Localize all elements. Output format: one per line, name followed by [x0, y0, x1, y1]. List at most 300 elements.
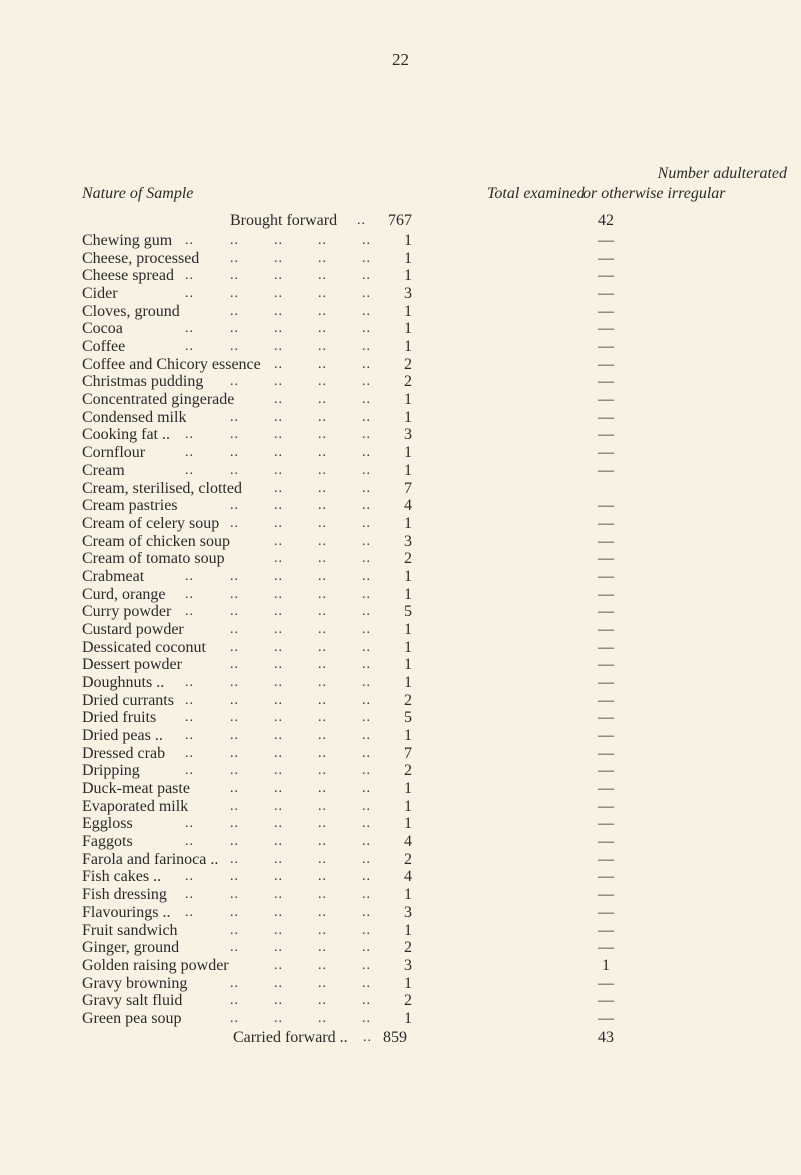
- table-row: [0, 692, 801, 710]
- total-examined: 1: [404, 674, 412, 691]
- leader-dots: ..: [230, 940, 239, 956]
- leader-dots: ..: [230, 250, 239, 266]
- leader-dots: ..: [274, 250, 283, 266]
- leader-dots: ..: [274, 409, 283, 425]
- leader-dots: ..: [230, 445, 239, 461]
- total-examined: 3: [404, 903, 412, 921]
- total-examined: 4: [404, 868, 412, 886]
- number-adulterated: —: [598, 620, 614, 638]
- leader-dots: ..: [185, 321, 194, 337]
- number-adulterated: —: [598, 744, 614, 762]
- leader-dots: ..: [230, 374, 239, 390]
- leader-dots: ..: [318, 957, 327, 973]
- leader-dots: ..: [230, 462, 239, 478]
- sample-name: Dried peas ..: [82, 727, 163, 745]
- leader-dots: ..: [185, 869, 194, 885]
- leader-dots: ..: [274, 586, 283, 602]
- leader-dots: ..: [318, 728, 327, 744]
- sample-name: Dripping: [82, 762, 140, 780]
- total-examined: 1: [404, 391, 412, 409]
- leader-dots: ..: [274, 763, 283, 779]
- leader-dots: ..: [362, 533, 371, 549]
- total-examined: 1: [404, 797, 412, 815]
- leader-dots: ..: [230, 268, 239, 284]
- leader-dots: ..: [230, 321, 239, 337]
- table-row: [0, 1010, 801, 1028]
- number-adulterated: —: [598, 444, 614, 462]
- table-row: [0, 444, 801, 462]
- total-examined: 1: [404, 249, 412, 267]
- leader-dots: ..: [274, 639, 283, 655]
- brought-forward-label: Brought forward: [230, 212, 338, 229]
- leader-dots: ..: [318, 1010, 327, 1026]
- leader-dots: ..: [274, 480, 283, 496]
- leader-dots: ..: [230, 904, 239, 920]
- leader-dots: ..: [230, 887, 239, 903]
- leader-dots: ..: [230, 657, 239, 673]
- total-examined: 4: [404, 833, 412, 851]
- number-adulterated: —: [598, 903, 614, 921]
- leader-dots: ..: [274, 551, 283, 567]
- leader-dots: ..: [274, 869, 283, 885]
- number-adulterated: —: [598, 656, 614, 674]
- sample-name: Coffee: [82, 338, 126, 356]
- leader-dots: ..: [274, 427, 283, 443]
- leader-dots: ..: [185, 887, 194, 903]
- leader-dots: ..: [185, 834, 194, 850]
- leader-dots: ..: [318, 533, 327, 549]
- number-adulterated: —: [598, 320, 614, 338]
- table-row: [0, 674, 801, 692]
- leader-dots: ..: [362, 993, 371, 1009]
- leader-dots: ..: [318, 975, 327, 991]
- table-row: [0, 709, 801, 727]
- sample-name: Coffee and Chicory essence: [82, 355, 261, 373]
- leader-dots: ..: [274, 692, 283, 708]
- number-adulterated: —: [598, 355, 614, 373]
- leader-dots: ..: [362, 604, 371, 620]
- leader-dots: ..: [362, 692, 371, 708]
- leader-dots: ..: [274, 993, 283, 1009]
- leader-dots: ..: [362, 710, 371, 726]
- total-examined: 2: [404, 355, 412, 373]
- number-adulterated: —: [598, 850, 614, 868]
- leader-dots: ..: [274, 887, 283, 903]
- leader-dots: ..: [230, 975, 239, 991]
- total-examined: 2: [404, 550, 412, 568]
- leader-dots: ..: [362, 515, 371, 531]
- table-row: [0, 656, 801, 674]
- total-examined: 1: [404, 567, 412, 585]
- leader-dots: ..: [318, 993, 327, 1009]
- leader-dots: ..: [362, 851, 371, 867]
- sample-name: Curry powder: [82, 603, 172, 621]
- table-row: [0, 815, 801, 833]
- leader-dots: ..: [230, 286, 239, 302]
- sample-name: Golden raising powder: [82, 956, 229, 974]
- total-examined: 2: [404, 762, 412, 780]
- table-row: [0, 745, 801, 763]
- leader-dots: ..: [185, 710, 194, 726]
- leader-dots: ..: [274, 445, 283, 461]
- leader-dots: ..: [318, 427, 327, 443]
- total-examined: 2: [404, 373, 412, 391]
- leader-dots: ..: [185, 339, 194, 355]
- table-row: [0, 356, 801, 374]
- total-examined: 3: [404, 285, 412, 303]
- sample-name: Dried currants: [82, 691, 174, 709]
- table-row: [0, 497, 801, 515]
- sample-name: Faggots: [82, 833, 133, 851]
- table-row: [0, 922, 801, 940]
- header-nature-of-sample: Nature of Sample: [82, 185, 194, 202]
- total-examined: 3: [404, 426, 412, 444]
- number-adulterated: —: [598, 727, 614, 745]
- leader-dots: ..: [362, 781, 371, 797]
- leader-dots: ..: [362, 268, 371, 284]
- table-row: [0, 975, 801, 993]
- sample-name: Gravy salt fluid: [82, 992, 183, 1010]
- leader-dots: ..: [362, 639, 371, 655]
- total-examined: 1: [404, 620, 412, 638]
- leader-dots: ..: [230, 710, 239, 726]
- number-adulterated: —: [598, 762, 614, 780]
- table-row: [0, 550, 801, 568]
- number-adulterated: —: [598, 249, 614, 267]
- leader-dots: ..: [230, 851, 239, 867]
- number-adulterated: —: [598, 886, 614, 904]
- table-row: [0, 904, 801, 922]
- table-row: [0, 886, 801, 904]
- leader-dots: ..: [274, 568, 283, 584]
- table-row: [0, 409, 801, 427]
- table-row: [0, 639, 801, 657]
- number-adulterated: —: [598, 302, 614, 320]
- leader-dots: ..: [230, 233, 239, 248]
- leader-dots: ..: [185, 745, 194, 761]
- leader-dots: ..: [318, 409, 327, 425]
- leader-dots: ..: [230, 339, 239, 355]
- leader-dots: ..: [274, 1010, 283, 1026]
- leader-dots: ..: [274, 498, 283, 514]
- leader-dots: ..: [318, 781, 327, 797]
- leader-dots: ..: [185, 692, 194, 708]
- leader-dots: ..: [362, 480, 371, 496]
- number-adulterated: —: [598, 1009, 614, 1027]
- leader-dots: ..: [274, 604, 283, 620]
- leader-dots: ..: [362, 303, 371, 319]
- number-adulterated: —: [598, 408, 614, 426]
- total-examined: 3: [404, 532, 412, 550]
- number-adulterated: —: [598, 461, 614, 479]
- sample-name: Cream of chicken soup: [82, 532, 230, 550]
- leader-dots: ..: [318, 763, 327, 779]
- sample-name: Cheese, processed: [82, 249, 200, 267]
- leader-dots: ..: [362, 869, 371, 885]
- leader-dots: ..: [274, 303, 283, 319]
- table-row: [0, 762, 801, 780]
- total-examined: 1: [404, 514, 412, 532]
- sample-name: Fish dressing: [82, 886, 167, 904]
- sample-name: Cream, sterilised, clotted: [82, 479, 242, 497]
- total-examined: 1: [404, 1009, 412, 1027]
- leader-dots: ..: [185, 233, 194, 248]
- sample-name: Cream of celery soup: [82, 514, 220, 532]
- leader-dots: ..: [274, 904, 283, 920]
- sample-name: Dessicated coconut: [82, 638, 206, 656]
- sample-name: Cream of tomato soup: [82, 550, 225, 568]
- sample-name: Doughnuts ..: [82, 674, 165, 691]
- total-examined: 1: [404, 727, 412, 745]
- leader-dots: ..: [274, 621, 283, 637]
- table-row: [0, 939, 801, 957]
- total-examined: 1: [404, 267, 412, 285]
- leader-dots: ..: [318, 321, 327, 337]
- sample-name: Cheese spread: [82, 267, 174, 285]
- leader-dots: ..: [362, 834, 371, 850]
- sample-name: Concentrated gingerade: [82, 391, 235, 409]
- leader-dots: ..: [274, 533, 283, 549]
- total-examined: 1: [404, 921, 412, 939]
- leader-dots: ..: [230, 993, 239, 1009]
- leader-dots: ..: [318, 233, 327, 248]
- leader-dots: ..: [230, 692, 239, 708]
- sample-name: Christmas pudding: [82, 373, 204, 391]
- leader-dots: ..: [362, 957, 371, 973]
- leader-dots: ..: [362, 250, 371, 266]
- header-adulterated-line1: Number adulterated: [657, 165, 787, 182]
- leader-dots: ..: [274, 374, 283, 390]
- leader-dots: ..: [318, 480, 327, 496]
- total-examined: 1: [404, 320, 412, 338]
- header-total-examined: Total examined: [487, 185, 585, 202]
- leader-dots: ..: [230, 922, 239, 938]
- table-row: [0, 285, 801, 303]
- leader-dots: ..: [318, 922, 327, 938]
- table-row: [0, 868, 801, 886]
- leader-dots: ..: [362, 462, 371, 478]
- sample-name: Green pea soup: [82, 1009, 182, 1027]
- number-adulterated: —: [598, 567, 614, 585]
- number-adulterated: —: [598, 638, 614, 656]
- leader-dots: ..: [318, 940, 327, 956]
- leader-dots: ..: [318, 657, 327, 673]
- leader-dots: ..: [230, 639, 239, 655]
- leader-dots: ..: [230, 604, 239, 620]
- sample-name: Fruit sandwich: [82, 921, 178, 939]
- number-adulterated: —: [598, 833, 614, 851]
- number-adulterated: —: [598, 514, 614, 532]
- leader-dots: ..: [230, 515, 239, 531]
- table-row: [0, 391, 801, 409]
- leader-dots: ..: [230, 745, 239, 761]
- leader-dots: ..: [230, 427, 239, 443]
- table-row: [0, 232, 801, 250]
- sample-name: Cornflour: [82, 444, 146, 462]
- total-examined: 1: [404, 815, 412, 833]
- leader-dots: ..: [185, 604, 194, 620]
- leader-dots: ..: [362, 339, 371, 355]
- leader-dots: ..: [274, 940, 283, 956]
- sample-name: Cream pastries: [82, 497, 178, 515]
- leader-dots: ..: [274, 798, 283, 814]
- leader-dots: ..: [185, 904, 194, 920]
- leader-dots: ..: [230, 798, 239, 814]
- carried-forward-label: Carried forward ..: [233, 1029, 348, 1046]
- leader-dots: ..: [362, 568, 371, 584]
- leader-dots: ..: [362, 498, 371, 514]
- leader-dots: ..: [185, 816, 194, 832]
- total-examined: 1: [404, 408, 412, 426]
- leader-dots: ..: [362, 728, 371, 744]
- leader-dots: ..: [362, 975, 371, 991]
- total-examined: 1: [404, 974, 412, 992]
- brought-forward-adulterated: 42: [598, 212, 614, 229]
- leader-dots: ..: [318, 303, 327, 319]
- sample-name: Custard powder: [82, 620, 184, 638]
- table-row: [0, 373, 801, 391]
- leader-dots: ..: [185, 462, 194, 478]
- number-adulterated: —: [598, 585, 614, 603]
- table-row: [0, 426, 801, 444]
- number-adulterated: —: [598, 974, 614, 992]
- number-adulterated: —: [598, 338, 614, 356]
- brought-forward-row: [0, 212, 801, 230]
- number-adulterated: —: [598, 691, 614, 709]
- leader-dots: ..: [185, 445, 194, 461]
- carried-forward-adulterated: 43: [598, 1029, 614, 1046]
- sample-name: Cream: [82, 461, 125, 479]
- leader-dots: ..: [318, 392, 327, 408]
- leader-dots: ..: [230, 763, 239, 779]
- leader-dots: ..: [362, 356, 371, 372]
- sample-name: Dessert powder: [82, 656, 182, 674]
- sample-name: Crabmeat: [82, 567, 145, 585]
- leader-dots: ..: [318, 816, 327, 832]
- leader-dots: ..: [185, 568, 194, 584]
- number-adulterated: —: [598, 285, 614, 303]
- number-adulterated: —: [598, 797, 614, 815]
- leader-dots: ..: [230, 816, 239, 832]
- number-adulterated: —: [598, 939, 614, 957]
- leader-dots: ..: [318, 798, 327, 814]
- leader-dots: ..: [185, 286, 194, 302]
- leader-dots: ..: [362, 374, 371, 390]
- table-row: [0, 586, 801, 604]
- leader-dots: ..: [362, 816, 371, 832]
- total-examined: 1: [404, 444, 412, 462]
- leader-dots: ..: [318, 710, 327, 726]
- number-adulterated: —: [598, 780, 614, 798]
- table-row: [0, 851, 801, 869]
- leader-dots: ..: [274, 657, 283, 673]
- total-examined: 2: [404, 992, 412, 1010]
- header-adulterated-line2: or otherwise irregular: [583, 185, 726, 202]
- table-row: [0, 533, 801, 551]
- leader-dots: ..: [274, 233, 283, 248]
- sample-name: Gravy browning: [82, 974, 188, 992]
- table-row: [0, 833, 801, 851]
- sample-name: Cooking fat ..: [82, 426, 170, 444]
- number-adulterated: —: [598, 532, 614, 550]
- table-row: [0, 303, 801, 321]
- leader-dots: ..: [185, 763, 194, 779]
- table-row: [0, 338, 801, 356]
- leader-dots: ..: [362, 445, 371, 461]
- leader-dots: ..: [274, 781, 283, 797]
- table-row: [0, 727, 801, 745]
- leader-dots: ..: [363, 1030, 372, 1045]
- sample-name: Chewing gum: [82, 232, 173, 249]
- leader-dots: ..: [185, 427, 194, 443]
- leader-dots: ..: [274, 515, 283, 531]
- leader-dots: ..: [230, 781, 239, 797]
- leader-dots: ..: [362, 904, 371, 920]
- leader-dots: ..: [230, 621, 239, 637]
- total-examined: 7: [404, 744, 412, 762]
- leader-dots: ..: [357, 213, 366, 228]
- leader-dots: ..: [318, 675, 327, 690]
- total-examined: 2: [404, 850, 412, 868]
- leader-dots: ..: [274, 339, 283, 355]
- leader-dots: ..: [362, 621, 371, 637]
- sample-name: Curd, orange: [82, 585, 166, 603]
- total-examined: 3: [404, 956, 412, 974]
- leader-dots: ..: [185, 586, 194, 602]
- leader-dots: ..: [318, 869, 327, 885]
- leader-dots: ..: [185, 268, 194, 284]
- total-examined: 2: [404, 691, 412, 709]
- leader-dots: ..: [318, 515, 327, 531]
- carried-forward-row: [0, 1029, 801, 1047]
- leader-dots: ..: [274, 286, 283, 302]
- table-row: [0, 992, 801, 1010]
- leader-dots: ..: [274, 462, 283, 478]
- leader-dots: ..: [318, 745, 327, 761]
- number-adulterated: —: [598, 232, 614, 249]
- sample-name: Cloves, ground: [82, 302, 180, 320]
- leader-dots: ..: [362, 409, 371, 425]
- leader-dots: ..: [274, 922, 283, 938]
- table-row: [0, 515, 801, 533]
- leader-dots: ..: [274, 957, 283, 973]
- leader-dots: ..: [318, 568, 327, 584]
- leader-dots: ..: [362, 1010, 371, 1026]
- total-examined: 4: [404, 497, 412, 515]
- total-examined: 5: [404, 709, 412, 727]
- number-adulterated: —: [598, 373, 614, 391]
- leader-dots: ..: [230, 586, 239, 602]
- table-row: [0, 320, 801, 338]
- leader-dots: ..: [362, 286, 371, 302]
- leader-dots: ..: [318, 904, 327, 920]
- total-examined: 7: [404, 479, 412, 497]
- leader-dots: ..: [362, 940, 371, 956]
- leader-dots: ..: [230, 498, 239, 514]
- leader-dots: ..: [362, 887, 371, 903]
- carried-forward-total: 859: [383, 1029, 407, 1046]
- number-adulterated: —: [598, 674, 614, 691]
- page-number: 22: [392, 50, 409, 69]
- leader-dots: ..: [274, 710, 283, 726]
- total-examined: 1: [404, 302, 412, 320]
- leader-dots: ..: [362, 427, 371, 443]
- sample-name: Fish cakes ..: [82, 868, 162, 886]
- leader-dots: ..: [274, 392, 283, 408]
- total-examined: 1: [404, 638, 412, 656]
- total-examined: 1: [404, 585, 412, 603]
- leader-dots: ..: [274, 356, 283, 372]
